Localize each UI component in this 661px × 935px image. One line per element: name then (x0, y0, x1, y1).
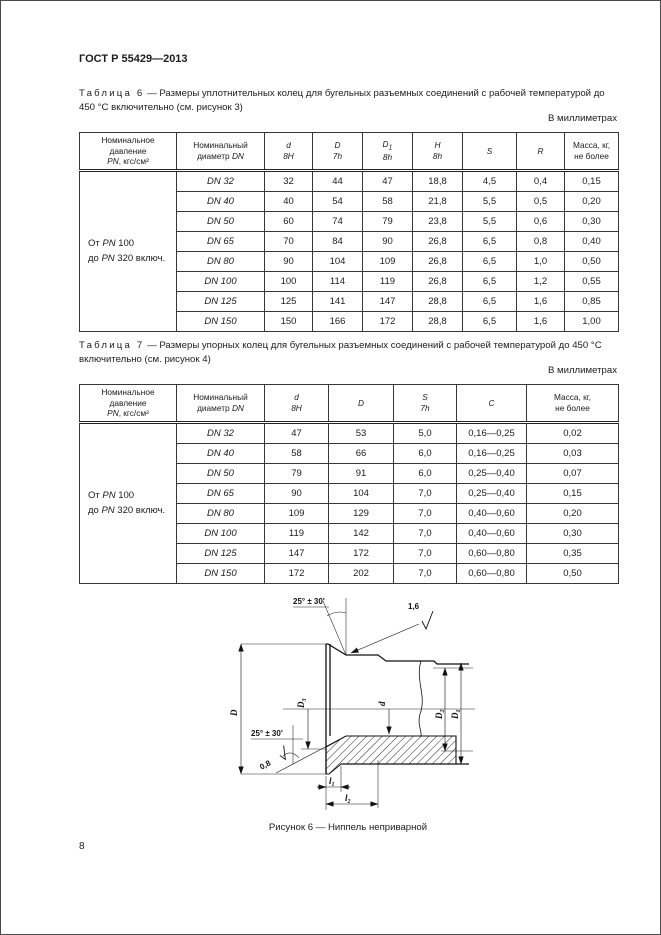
cell: 54 (313, 192, 363, 212)
cell: 172 (363, 312, 413, 332)
cell-dn: DN 100 (177, 272, 265, 292)
cell: 40 (265, 192, 313, 212)
cell: 1,2 (517, 272, 565, 292)
dim-label-D: D (229, 709, 239, 716)
cell-dn: DN 50 (177, 464, 265, 484)
cell: 0,20 (527, 504, 619, 524)
cell-dn: DN 80 (177, 504, 265, 524)
figure-caption: Рисунок 6 — Ниппель неприварной (268, 822, 428, 833)
cell: 150 (265, 312, 313, 332)
cell-dn: DN 150 (177, 564, 265, 584)
cell: 1,6 (517, 292, 565, 312)
cell: 202 (329, 564, 394, 584)
cell: 0,5 (517, 192, 565, 212)
table7-caption-label: Таблица 7 (79, 340, 145, 351)
cell: 100 (265, 272, 313, 292)
dim-label-D3: $D_3$ (296, 698, 308, 708)
cell: 0,60—0,80 (457, 544, 527, 564)
cell-dn: DN 125 (177, 292, 265, 312)
page-number: 8 (79, 841, 85, 852)
cell-dn: DN 150 (177, 312, 265, 332)
cell: 6,0 (394, 444, 457, 464)
cell: 79 (265, 464, 329, 484)
cell: 6,5 (463, 292, 517, 312)
cell: 7,0 (394, 484, 457, 504)
cell: 0,16—0,25 (457, 444, 527, 464)
cell: 0,40 (565, 232, 619, 252)
cell: 147 (265, 544, 329, 564)
section-hatch (326, 736, 456, 774)
cell-dn: DN 65 (177, 484, 265, 504)
figure-drawing (223, 584, 503, 822)
cell: 5,0 (394, 423, 457, 444)
table7-header-row (80, 385, 619, 423)
cell: 125 (265, 292, 313, 312)
cell: 0,20 (565, 192, 619, 212)
cell: 0,25—0,40 (457, 464, 527, 484)
cell: 1,00 (565, 312, 619, 332)
table6-header-R: R (517, 133, 565, 171)
table6-units-label: В миллиметрах (547, 113, 617, 124)
cell: 172 (265, 564, 329, 584)
cell-dn: DN 100 (177, 524, 265, 544)
cell: 172 (329, 544, 394, 564)
table6-header-pressure: Номинальное давление PN, кгс/см² (80, 133, 177, 171)
table7-units-label: В миллиметрах (547, 365, 617, 376)
table-row (80, 423, 619, 444)
table6-header-D1: $D_1$ 8h (363, 133, 413, 171)
cell: 60 (265, 212, 313, 232)
table6-caption (79, 87, 617, 115)
cell: 0,16—0,25 (457, 423, 527, 444)
table6-pn-cell: От PN 100 до PN 320 включ. (80, 171, 177, 332)
table7-header-diameter: Номинальный диаметр DN (177, 385, 265, 423)
cell: 141 (313, 292, 363, 312)
cell-dn: DN 65 (177, 232, 265, 252)
cell: 90 (265, 252, 313, 272)
table7-header-C: C (457, 385, 527, 423)
table6-caption-label: Таблица 6 (79, 88, 145, 99)
cell-dn: DN 80 (177, 252, 265, 272)
table7-header-mass: Масса, кг, не более (527, 385, 619, 423)
cell: 26,8 (413, 252, 463, 272)
angle-bottom-label: 25° ± 30' (251, 729, 283, 738)
cell: 70 (265, 232, 313, 252)
cell: 142 (329, 524, 394, 544)
cell: 26,8 (413, 272, 463, 292)
angle-top-label: 25° ± 30' (293, 597, 325, 606)
cell: 104 (313, 252, 363, 272)
cell-dn: DN 32 (177, 423, 265, 444)
cell: 23,8 (413, 212, 463, 232)
dim-label-d: d (377, 701, 387, 706)
table7-caption-text: — Размеры упорных колец для бугельных разъемных соединений с рабочей температурой до 450 °С включительно (см. рисунок 4) (79, 340, 602, 365)
cell: 109 (363, 252, 413, 272)
cell: 147 (363, 292, 413, 312)
cell: 7,0 (394, 544, 457, 564)
cell: 0,25—0,40 (457, 484, 527, 504)
cell: 6,5 (463, 232, 517, 252)
roughness-bottom-label: 0,8 (258, 758, 273, 772)
cell: 58 (363, 192, 413, 212)
cell: 6,5 (463, 312, 517, 332)
table7-header-pressure: Номинальное давление PN, кгс/см² (80, 385, 177, 423)
cell-dn: DN 32 (177, 171, 265, 192)
table6-caption-text: — Размеры уплотнительных колец для бугельных разъемных соединений с рабочей температурой до 450 °С включительно (см. рисунок 3) (79, 88, 605, 113)
page-title: ГОСТ Р 55429—2013 (79, 53, 188, 65)
cell: 0,30 (527, 524, 619, 544)
cell: 26,8 (413, 232, 463, 252)
cell: 47 (265, 423, 329, 444)
table6-header-D: D 7h (313, 133, 363, 171)
cell: 119 (265, 524, 329, 544)
table6-header-H: H 8h (413, 133, 463, 171)
cell: 4,5 (463, 171, 517, 192)
table6-header-row (80, 133, 619, 171)
roughness-top-label: 1,6 (408, 602, 420, 611)
cell: 28,8 (413, 292, 463, 312)
cell: 0,6 (517, 212, 565, 232)
cell: 0,55 (565, 272, 619, 292)
cell: 5,5 (463, 212, 517, 232)
cell: 0,85 (565, 292, 619, 312)
table7-header-S: S 7h (394, 385, 457, 423)
table6-header-S: S (463, 133, 517, 171)
cell: 58 (265, 444, 329, 464)
cell: 53 (329, 423, 394, 444)
cell: 21,8 (413, 192, 463, 212)
cell: 0,35 (527, 544, 619, 564)
cell: 84 (313, 232, 363, 252)
cell: 6,5 (463, 272, 517, 292)
cell: 0,50 (565, 252, 619, 272)
cell: 0,60—0,80 (457, 564, 527, 584)
dim-label-l2: $l_2$ (345, 793, 351, 805)
cell-dn: DN 50 (177, 212, 265, 232)
table7-pn-cell: От PN 100 до PN 320 включ. (80, 423, 177, 584)
cell: 6,0 (394, 464, 457, 484)
cell-dn: DN 40 (177, 444, 265, 464)
dimension-lines (241, 624, 461, 804)
table6-header-mass: Масса, кг, не более (565, 133, 619, 171)
dim-label-D1: $D_1$ (450, 709, 462, 719)
cell: 0,40—0,60 (457, 504, 527, 524)
cell: 166 (313, 312, 363, 332)
cell: 0,8 (517, 232, 565, 252)
cell: 0,02 (527, 423, 619, 444)
cell: 0,03 (527, 444, 619, 464)
cell: 104 (329, 484, 394, 504)
cell-dn: DN 40 (177, 192, 265, 212)
cell: 28,8 (413, 312, 463, 332)
dim-label-D2: $D_2$ (434, 709, 446, 719)
cell: 90 (363, 232, 413, 252)
cell: 0,40—0,60 (457, 524, 527, 544)
cell: 91 (329, 464, 394, 484)
cell: 0,15 (565, 171, 619, 192)
table-row (80, 171, 619, 192)
extension-lines (241, 598, 475, 810)
table6-header-diameter: Номинальный диаметр DN (177, 133, 265, 171)
table7-header-d: d 8H (265, 385, 329, 423)
cell: 47 (363, 171, 413, 192)
cell: 1,6 (517, 312, 565, 332)
cell: 119 (363, 272, 413, 292)
cell: 0,50 (527, 564, 619, 584)
cell: 1,0 (517, 252, 565, 272)
cell: 0,15 (527, 484, 619, 504)
cell: 5,5 (463, 192, 517, 212)
cell: 7,0 (394, 504, 457, 524)
cell: 0,30 (565, 212, 619, 232)
cell: 6,5 (463, 252, 517, 272)
cell: 79 (363, 212, 413, 232)
table7-header-D: D (329, 385, 394, 423)
table6-header-d: d 8H (265, 133, 313, 171)
cell: 66 (329, 444, 394, 464)
cell: 109 (265, 504, 329, 524)
cell: 90 (265, 484, 329, 504)
cell: 0,4 (517, 171, 565, 192)
cell: 114 (313, 272, 363, 292)
table6 (79, 132, 619, 332)
cell: 32 (265, 171, 313, 192)
cell: 129 (329, 504, 394, 524)
cell-dn: DN 125 (177, 544, 265, 564)
cell: 74 (313, 212, 363, 232)
table7 (79, 384, 619, 584)
cell: 7,0 (394, 564, 457, 584)
cell: 7,0 (394, 524, 457, 544)
cell: 18,8 (413, 171, 463, 192)
table7-caption (79, 339, 617, 367)
cell: 0,07 (527, 464, 619, 484)
cell: 44 (313, 171, 363, 192)
dim-label-l1: $l_1$ (329, 776, 335, 788)
